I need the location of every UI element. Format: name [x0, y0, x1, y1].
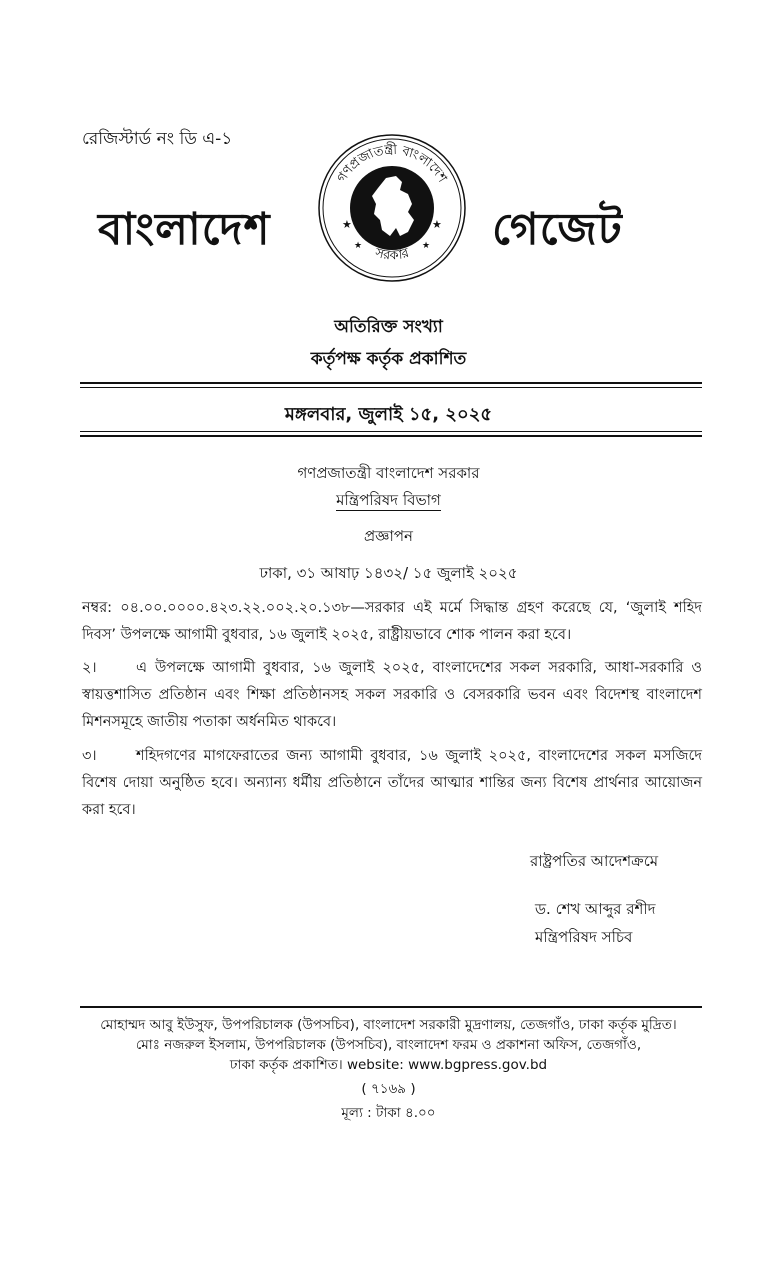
extra-issue: অতিরিক্ত সংখ্যা: [334, 317, 443, 337]
paragraph-number: ২।: [82, 660, 97, 676]
header-rule: [80, 431, 702, 432]
masthead-gazette: গেজেট: [492, 204, 623, 255]
government-name: গণপ্রজাতন্ত্রী বাংলাদেশ সরকার: [297, 464, 480, 482]
star-icon: ★: [342, 218, 352, 231]
masthead-bangladesh: বাংলাদেশ: [98, 204, 271, 255]
signer-title: মন্ত্রিপরিষদ সচিব: [535, 928, 633, 946]
publication-date: মঙ্গলবার, জুলাই ১৫, ২০২৫: [284, 404, 493, 425]
header-rule: [80, 382, 702, 384]
footer-rule: [80, 1006, 702, 1008]
division-name: [0, 489, 777, 514]
paragraph-2: [82, 655, 702, 736]
paragraph-1: নম্বর: ০৪.০০.০০০০.৪২৩.২২.০০২.২০.১৩৮—সরকার এই মর্মে সিদ্ধান্ত গ্রহণ করেছে যে, ‘জুলাই শহিদ দিবস’ উপলক্ষে আগামী বুধবার, ১৬ জুলাই ২০২৫, রাষ্ট্রীয়ভাবে শোক পালন করা হবে।: [82, 600, 702, 643]
footer-printer: মোহাম্মদ আবু ইউসুফ, উপপরিচালক (উপসচিব), বাংলাদেশ সরকারী মুদ্রণালয়, তেজগাঁও, ঢাকা কর্তৃক মুদ্রিত।: [100, 1017, 677, 1033]
seal-top-text: গণপ্রজাতন্ত্রী বাংলাদেশ: [334, 142, 450, 186]
star-icon: ★: [354, 241, 363, 251]
paragraph-text: শহিদগণের মাগফেরাতের জন্য আগামী বুধবার, ১৬ জুলাই ২০২৫, বাংলাদেশের সকল মসজিদে বিশেষ দোয়া অনুষ্ঠিত হবে। অন্যান্য ধর্মীয় প্রতিষ্ঠানে তাঁদের আত্মার শান্তির জন্য বিশেষ প্রার্থনার আয়োজন করা হবে।: [82, 748, 702, 818]
header-rule: [80, 435, 702, 437]
page-number: ( ৭১৬৯ ): [361, 1081, 416, 1097]
notification-heading: প্রজ্ঞাপন: [363, 527, 414, 545]
published-by: কর্তৃপক্ষ কর্তৃক প্রকাশিত: [310, 349, 467, 369]
footer-website: ঢাকা কর্তৃক প্রকাশিত। website: www.bgpress.gov.bd: [229, 1057, 548, 1073]
paragraph-number: ৩।: [82, 748, 97, 764]
place-date: ঢাকা, ৩১ আষাঢ় ১৪৩২/ ১৫ জুলাই ২০২৫: [259, 564, 518, 582]
by-order: রাষ্ট্রপতির আদেশক্রমে: [530, 852, 659, 870]
price: মূল্য : টাকা ৪.০০: [341, 1105, 436, 1121]
seal-bottom-text: সরকার: [373, 245, 411, 264]
paragraph-3: [82, 743, 702, 824]
registration-number: রেজিস্টার্ড নং ডি এ-১: [82, 129, 233, 149]
star-icon: ★: [432, 218, 442, 231]
header-rule: [80, 387, 702, 388]
signer-name: ড. শেখ আব্দুর রশীদ: [535, 900, 656, 918]
footer-publisher: মোঃ নজরুল ইসলাম, উপপরিচালক (উপসচিব), বাংলাদেশ ফরম ও প্রকাশনা অফিস, তেজগাঁও,: [135, 1037, 642, 1053]
division-text: মন্ত্রিপরিষদ বিভাগ: [336, 491, 441, 509]
star-icon: ★: [422, 241, 431, 251]
paragraph-text: এ উপলক্ষে আগামী বুধবার, ১৬ জুলাই ২০২৫, বাংলাদেশের সকল সরকারি, আধা-সরকারি ও স্বায়ত্তশাসিত প্রতিষ্ঠান এবং শিক্ষা প্রতিষ্ঠানসহ সকল সরকারি ও বেসরকারি ভবন এবং বিদেশস্থ বাংলাদেশ মিশনসমূহে জাতীয় পতাকা অর্ধনমিত থাকবে।: [82, 660, 702, 730]
government-seal: [316, 132, 468, 284]
